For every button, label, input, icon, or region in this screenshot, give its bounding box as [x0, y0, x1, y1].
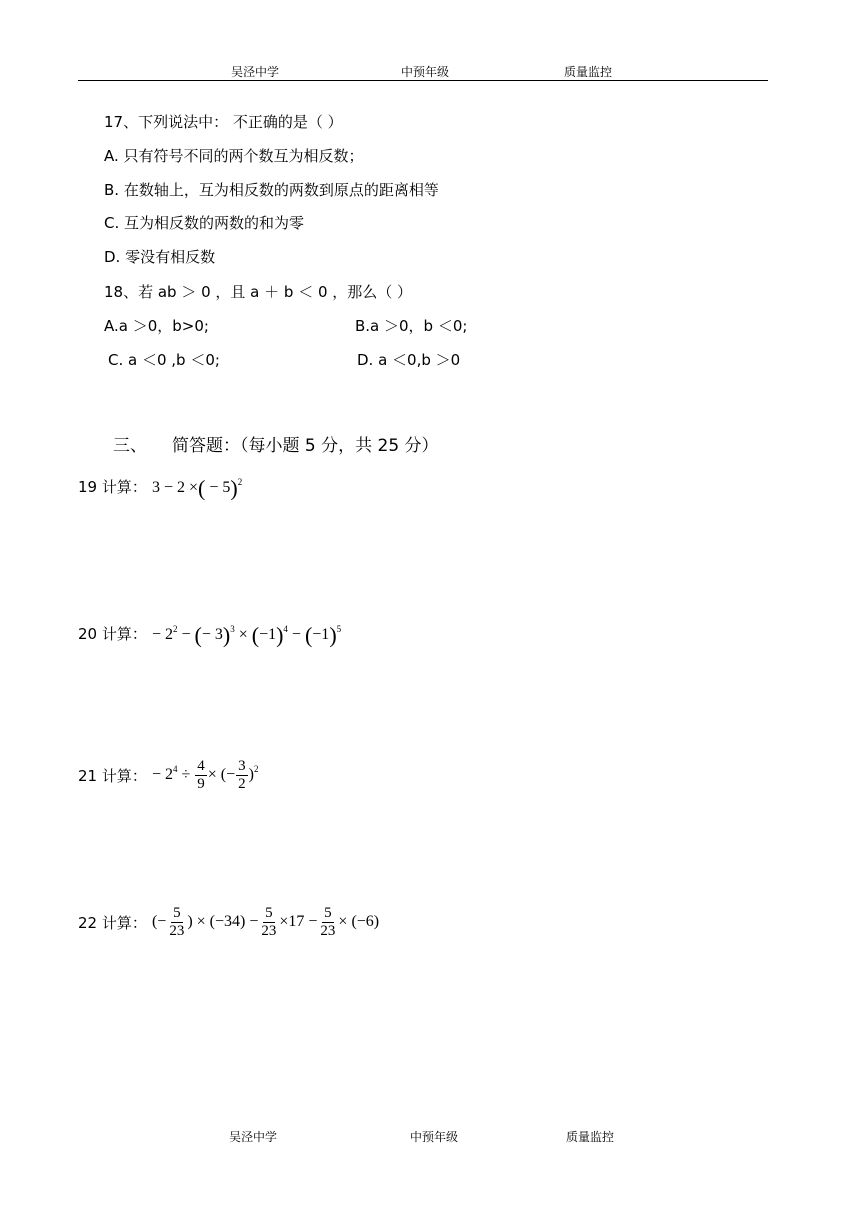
paren: ( [251, 622, 260, 648]
paren: ( [194, 622, 202, 648]
term: −1 [259, 626, 277, 643]
q17-option-b: B. 在数轴上，互为相反数的两数到原点的距离相等 [104, 181, 439, 199]
term: × (− [207, 766, 236, 784]
paren: ) [329, 622, 337, 648]
operator: × [234, 626, 252, 643]
q21 [78, 758, 258, 793]
denominator: 23 [261, 923, 277, 939]
fraction [259, 905, 278, 940]
numerator: 5 [265, 905, 273, 921]
footer-school: 吴泾中学 [229, 1130, 278, 1144]
header-school: 吴泾中学 [231, 65, 280, 79]
numerator: 4 [197, 758, 205, 774]
operator: − [287, 626, 305, 643]
q17-option-c: C. 互为相反数的两数的和为零 [104, 214, 305, 232]
q20 [78, 623, 341, 646]
paren: ) [230, 475, 238, 501]
fraction [195, 758, 207, 793]
term: − 3 [201, 626, 223, 643]
term: × (−6) [338, 913, 380, 931]
paren: ( [304, 622, 313, 648]
q17-option-d: D. 零没有相反数 [104, 248, 216, 266]
q19-label: 19 计算： [78, 478, 147, 496]
exponent: 3 [230, 624, 235, 634]
term: −1 [312, 626, 330, 643]
paren: ) [222, 622, 231, 648]
footer-title: 质量监控 [566, 1130, 615, 1144]
fraction [236, 758, 248, 793]
q17-stem: 17、下列说法中： 不正确的是（ ） [104, 113, 343, 131]
q18-option-c: C. a ＜0 ,b ＜0; [108, 351, 220, 369]
term: ×17 − [279, 913, 318, 931]
header-title: 质量监控 [564, 65, 613, 79]
numerator: 5 [324, 905, 332, 921]
term: − 2 [151, 626, 173, 643]
denominator: 23 [169, 923, 185, 939]
q18-option-a: A.a ＞0，b>0; [104, 317, 209, 335]
q21-expression [151, 758, 259, 792]
denominator: 23 [320, 923, 336, 939]
q20-expression [151, 622, 342, 648]
q22 [78, 905, 379, 940]
header-rule [78, 80, 768, 81]
q17-option-a: A. 只有符号不同的两个数互为相反数； [104, 147, 364, 165]
term: − 2 [151, 766, 173, 784]
exponent: 4 [283, 624, 288, 634]
exponent: 5 [336, 624, 342, 634]
fraction [167, 905, 186, 940]
header-grade: 中预年级 [401, 65, 450, 79]
q18-option-d: D. a ＜0,b ＞0 [357, 351, 461, 369]
q19 [78, 476, 242, 499]
q19-expression [151, 475, 243, 501]
exponent: 2 [253, 764, 259, 775]
paren: ( [198, 475, 206, 501]
q22-expression [151, 905, 380, 939]
exponent: 2 [172, 624, 178, 634]
term: (− [151, 913, 167, 931]
term: ) × (−34) − [187, 913, 259, 931]
numerator: 5 [173, 905, 181, 921]
exponent: 4 [172, 764, 178, 775]
q20-label: 20 计算： [78, 625, 147, 643]
q19-term: − 5 [205, 479, 231, 496]
footer-grade: 中预年级 [410, 1130, 459, 1144]
q18-stem: 18、若 ab ＞ 0 ，且 a ＋ b ＜ 0 ，那么（ ） [104, 283, 413, 301]
fraction [318, 905, 337, 940]
denominator: 2 [238, 776, 246, 792]
paren: ) [276, 622, 284, 648]
q18-option-b: B.a ＞0，b ＜0; [355, 317, 468, 335]
section-number: 三、 [113, 436, 147, 456]
numerator: 3 [238, 758, 246, 774]
q22-label: 22 计算： [78, 914, 147, 932]
exponent: 2 [237, 477, 243, 487]
operator: − [177, 626, 195, 643]
section-title: 简答题：（每小题 5 分，共 25 分） [172, 436, 439, 456]
operator: ÷ [177, 766, 191, 784]
q19-term: 3 − 2 × [151, 479, 198, 496]
q21-label: 21 计算： [78, 767, 147, 785]
term: ) [248, 766, 254, 784]
denominator: 9 [197, 776, 205, 792]
